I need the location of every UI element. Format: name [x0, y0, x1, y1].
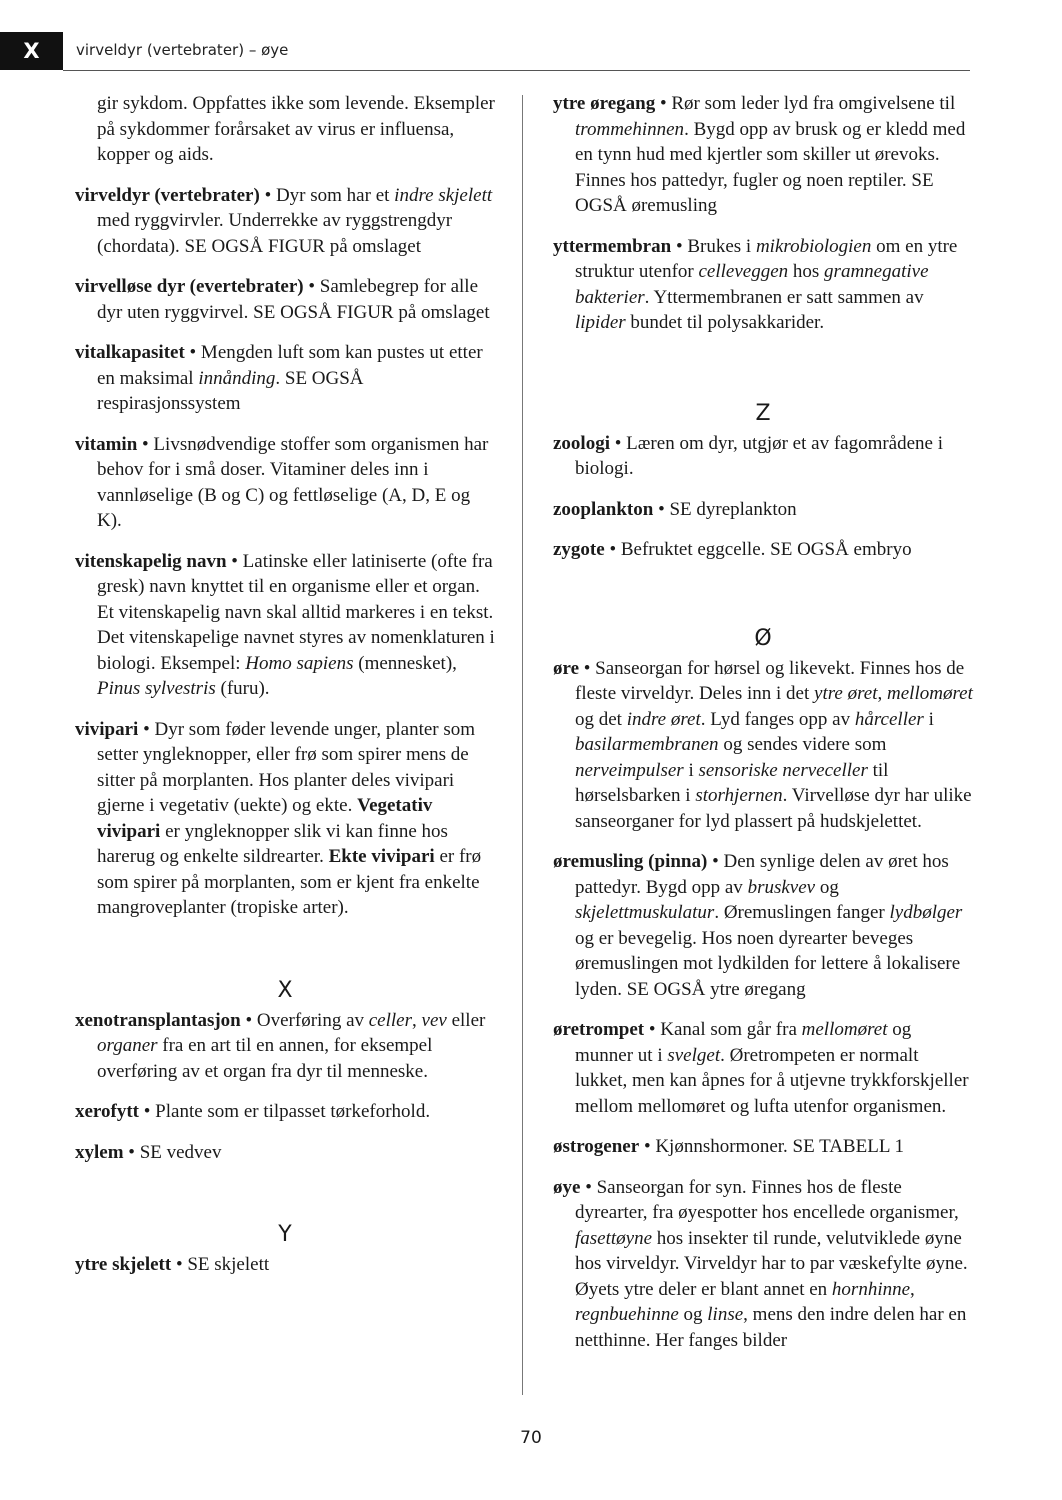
entry-oye: øye • Sanseorgan for syn. Finnes hos de fleste dyrearter, fra øyespotter hos encellede organismer, fasettøyne hos insekter til runde, velutviklede øyne hos virveldyr. Virveldyr har to par væskefylte øyne. Øyets ytre deler er blant annet en hornhinne, regnbuehinne og linse, mens den indre delen har en netthinne. Her fanges bilder: [553, 1176, 968, 1351]
entry-xylem: xylem • SE vedvev: [75, 1141, 222, 1163]
entry-term: yttermembran: [553, 235, 672, 257]
entry-term: zygote: [553, 539, 605, 560]
entry-ostrogener: østrogener • Kjønnshormoner. SE TABELL 1: [553, 1136, 904, 1157]
entry-ytre-oregang: ytre øregang • Rør som leder lyd fra omgivelsene til trommehinnen. Bygd opp av brusk og er kledd med en tynn hud med kjertler som skiller ut ørevoks. Finnes hos pattedyr, fugler og noen reptiler. SE OGSÅ øremusling: [553, 93, 966, 216]
entry-ore: øre • Sanseorgan for hørsel og likevekt. Finnes hos de fleste virveldyr. Deles inn i det ytre øret, mellomøret og det indre øret. Lyd fanges opp av hårceller i basilarmembranen og sendes videre som nerveimpulser i sensoriske nerveceller til hørselsbarken i storhjernen. Virvelløse dyr har ulike sanseorganer for lyd plassert på hudskjelettet.: [553, 657, 973, 832]
section-letter-y: Y: [278, 1222, 292, 1247]
entry-vivipari: vivipari • Dyr som føder levende unger, planter som setter yngleknopper, eller frø som spirer mens de sitter på morplanten. Hos planter deles vivipari gjerne i vegetativ (uekte) og ekte. Vegetativ vivipari er yngleknopper slik vi kan finne hos harerug og enkelte sildrearter. Ekte vivipari er frø som spirer på morplanten, som er kjent fra enkelte mangroveplanter (tropiske arter).: [75, 718, 482, 918]
entry-term: virveldyr (vertebrater): [75, 184, 260, 206]
entry-zygote: zygote • Befruktet eggcelle. SE OGSÅ embryo: [553, 539, 912, 560]
entry-oretrompet: øretrompet • Kanal som går fra mellomøret og munner ut i svelget. Øretrompeten er normalt lukket, men kan åpnes for å utjevne trykkforskjeller mellom mellomøret og lufta utenfor organismen.: [553, 1019, 969, 1117]
entry-term: østrogener: [553, 1136, 640, 1157]
entry-zoologi: zoologi • Læren om dyr, utgjør et av fagområdene i biologi.: [553, 432, 944, 479]
section-letter-x: X: [277, 977, 293, 1003]
section-letter-oe: Ø: [754, 625, 772, 651]
entry-virvellose-dyr: virvelløse dyr (evertebrater) • Samlebegrep for alle dyr uten ryggvirvel. SE OGSÅ FIGUR på omslaget: [75, 276, 490, 323]
entry-term: vivipari: [75, 718, 139, 740]
entry-yttermembran: yttermembran • Brukes i mikrobiologien om en ytre struktur utenfor celleveggen hos gramnegative bakterier. Yttermembranen er satt sammen av lipider bundet til polysakkarider.: [553, 235, 958, 333]
entry-term: øremusling (pinna): [553, 851, 708, 872]
header-divider: [63, 70, 970, 71]
entry-term: øre: [553, 657, 580, 679]
entry-term: xerofytt: [75, 1101, 140, 1122]
column-divider: [522, 95, 523, 1395]
entry-term: zooplankton: [553, 498, 654, 520]
entry-oremusling: øremusling (pinna) • Den synlige delen av øret hos pattedyr. Bygd opp av bruskvev og skjelettmuskulatur. Øremuslingen fanger lydbølger og er bevegelig. Hos noen dyrearter beveges øremuslingen mot lydkilden for lettere å lokalisere lyden. SE OGSÅ ytre øregang: [553, 851, 963, 1000]
entry-vitamin: vitamin • Livsnødvendige stoffer som organismen har behov for i små doser. Vitaminer deles inn i vannløselige (B og C) og fettløselige (A, D, E og K).: [75, 433, 489, 531]
entry-continuation: gir sykdom. Oppfattes ikke som levende. Eksempler på sykdommer forårsaket av virus er influensa, kopper og aids.: [97, 93, 495, 165]
page-number: 70: [520, 1428, 542, 1448]
entry-term: virvelløse dyr (evertebrater): [75, 276, 304, 297]
entry-zooplankton: zooplankton • SE dyreplankton: [553, 498, 797, 520]
entry-term: ytre øregang: [553, 93, 656, 114]
entry-term: vitenskapelig navn: [75, 550, 227, 572]
entry-term: vitalkapasitet: [75, 342, 185, 363]
entry-ytre-skjelett: ytre skjelett • SE skjelett: [75, 1254, 270, 1275]
entry-xenotransplantasjon: xenotransplantasjon • Overføring av celler, vev eller organer fra en art til en annen, for eksempel overføring av et organ fra dyr til menneske.: [75, 1009, 486, 1082]
entry-term: øye: [553, 1176, 581, 1198]
running-head: virveldyr (vertebrater) – øye: [76, 41, 289, 59]
entry-term: vitamin: [75, 433, 138, 455]
entry-vitenskapelig-navn: vitenskapelig navn • Latinske eller latiniserte (ofte fra gresk) navn knyttet til en organisme eller et organ. Et vitenskapelig navn skal alltid markeres i en tekst. Det vitenskapelige navnet styres av nomenklaturen i biologi. Eksempel: Homo sapiens (mennesket), Pinus sylvestris (furu).: [75, 550, 495, 699]
entry-term: zoologi: [553, 432, 610, 454]
entry-term: ytre skjelett: [75, 1254, 172, 1275]
entry-vitalkapasitet: vitalkapasitet • Mengden luft som kan pustes ut etter en maksimal innånding. SE OGSÅ respirasjonssystem: [75, 342, 483, 414]
section-tab: X: [0, 32, 63, 70]
entry-virveldyr: virveldyr (vertebrater) • Dyr som har et indre skjelett med ryggvirvler. Underrekke av ryggstrengdyr (chordata). SE OGSÅ FIGUR på omslaget: [75, 184, 493, 257]
entry-term: xylem: [75, 1141, 124, 1163]
entry-term: øretrompet: [553, 1019, 645, 1040]
right-column: [553, 91, 973, 1368]
left-column: [75, 91, 495, 1293]
section-letter-z: Z: [755, 400, 771, 426]
entry-xerofytt: xerofytt • Plante som er tilpasset tørkeforhold.: [75, 1101, 431, 1122]
entry-term: xenotransplantasjon: [75, 1009, 241, 1031]
